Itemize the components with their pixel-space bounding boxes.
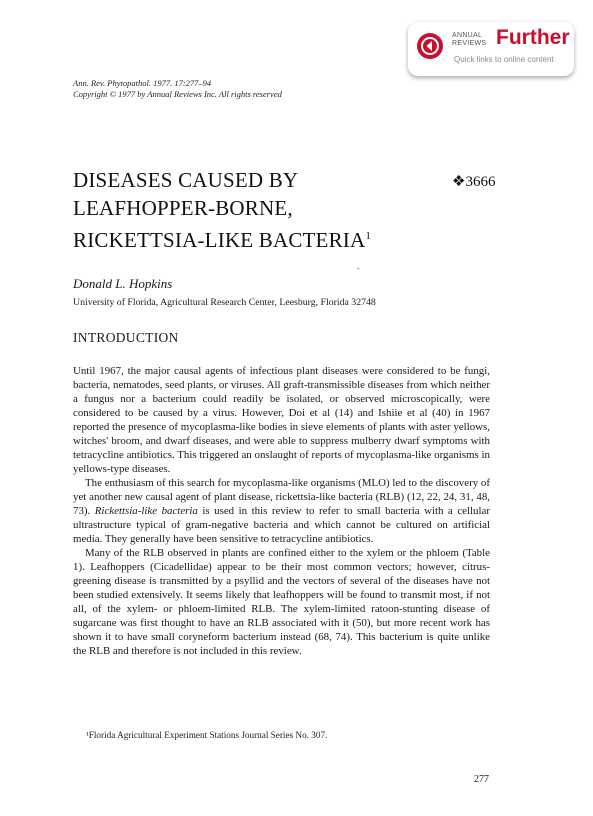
paragraph: The enthusiasm of this search for mycoplasma-like organisms (MLO) led to the discovery of yet another new causal agent of plant disease, rickettsia-like bacteria (RLB) (12, 22, 24, 31, 48, 73). Rickettsia-like bacteria is used in this review to refer to small bacteria with a cellular ultrastructure typical of gram-negative bacteria and which cannot be cultured on artificial media. They generally have been sensitive to tetracycline antibiotics. <box>73 477 490 545</box>
paragraph: Until 1967, the major causal agents of infectious plant diseases were considered to be fungi, bacteria, nematodes, seed plants, or viruses. All graft-transmissible diseases from which neither a fungus nor a bacterium could readily be isolated, or observed microscopically, were considered to be caused by a virus. However, Doi et al (14) and Ishiie et al (40) in 1967 reported the presence of mycoplasma-like bodies in sieve elements of plants with aster yellows, witches' broom, and dwarf diseases, and were able to suppress mulberry dwarf symptoms with tetracycline antibiotics. This triggered an onslaught of reports of mycoplasma-like organisms in yellows-type diseases. <box>73 365 490 475</box>
footnote: ¹Florida Agricultural Experiment Stations Journal Series No. 307. <box>86 730 328 740</box>
journal-citation <box>73 78 282 100</box>
annual-reviews-label: ANNUAL REVIEWS <box>452 32 487 47</box>
further-subtitle: Quick links to online content <box>454 55 554 64</box>
body-text <box>73 364 490 658</box>
stray-mark: - <box>357 264 360 273</box>
article-code: ❖3666 <box>452 174 496 190</box>
article-title: DISEASES CAUSED BY LEAFHOPPER-BORNE, RICKETTSIA-LIKE BACTERIA$^1$ <box>73 168 372 252</box>
author-name: Donald L. Hopkins <box>73 276 173 291</box>
author-affiliation: University of Florida, Agricultural Research Center, Leesburg, Florida 32748 <box>73 297 376 308</box>
title-footnote-mark: 1 <box>365 230 372 242</box>
copyright-line: Copyright © 1977 by Annual Reviews Inc. All rights reserved <box>73 89 282 99</box>
section-heading: INTRODUCTION <box>73 330 179 345</box>
paragraph: Many of the RLB observed in plants are confined either to the xylem or the phloem (Table 1). Leafhoppers (Cicadellidae) appear to be their most common vectors; however, citrus-greening disease is transmitted by a psyllid and the vectors of several of the diseases have not been studied extensively. It seems likely that leafhoppers will be found to transmit most, if not all, of the xylem- or phloem-limited RLB. The xylem-limited ratoon-stunting disease of sugarcane was first thought to have an RLB associated with it (50), but more recent work has shown it to have small coryneform bacterium instead (68, 74). This bacterium is quite unlike the RLB and therefore is not included in this review. <box>73 547 490 657</box>
further-label: Further <box>496 26 570 49</box>
arrow-left-circle-icon <box>417 33 443 59</box>
page-number: 277 <box>474 774 489 785</box>
further-badge[interactable] <box>408 22 574 76</box>
citation-line: Ann. Rev. Phytopathol. 1977. 17:277–94 <box>73 78 212 88</box>
